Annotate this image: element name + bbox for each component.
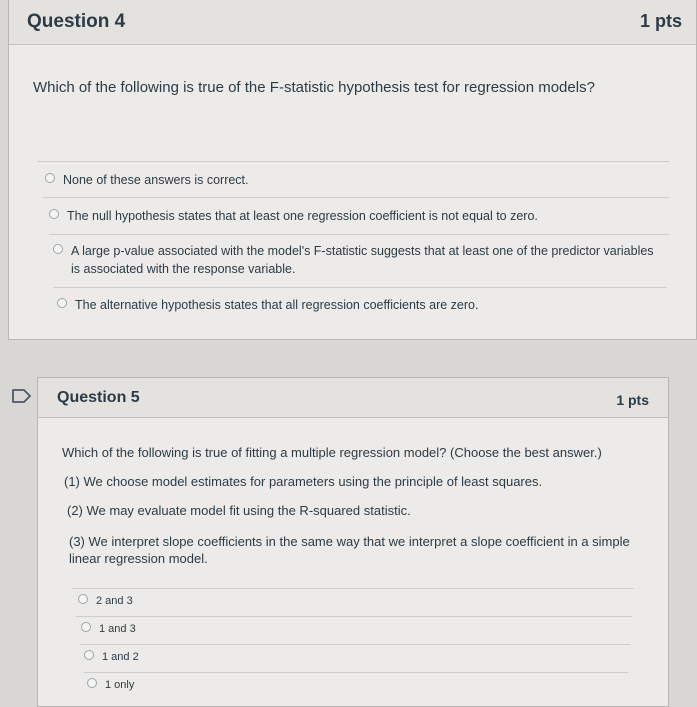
question-5-statement-3: (3) We interpret slope coefficients in the same way that we interpret a slope coefficient in a simple linear regression model. — [69, 534, 630, 566]
question-4-prompt: Which of the following is true of the F-statistic hypothesis test for regression models? — [33, 79, 595, 96]
answer-label: 2 and 3 — [96, 595, 133, 607]
divider — [76, 616, 632, 617]
question-5-answer-3[interactable] — [84, 648, 139, 666]
answer-label: 1 only — [105, 679, 135, 691]
flag-question-icon[interactable] — [11, 388, 33, 404]
answer-label: A large p-value associated with the model's F-statistic suggests that at least one of the predictor variables is associated with the response variable. — [71, 244, 654, 276]
question-5-title: Question 5 — [57, 389, 140, 406]
question-4-answer-3[interactable] — [53, 242, 663, 278]
question-4-answer-4[interactable] — [57, 296, 478, 314]
question-5-answer-1[interactable] — [78, 592, 133, 610]
question-5-card — [37, 377, 669, 707]
radio-button[interactable] — [81, 622, 91, 632]
divider — [53, 287, 667, 288]
question-5-statement-1: (1) We choose model estimates for parameters using the principle of least squares. — [64, 474, 543, 489]
question-5-answer-2[interactable] — [81, 620, 136, 638]
question-5-points: 1 pts — [616, 392, 649, 408]
radio-button[interactable] — [53, 244, 63, 254]
question-4-title: Question 4 — [27, 11, 126, 32]
question-5-answer-4[interactable] — [87, 676, 134, 694]
question-5-prompt: Which of the following is true of fitting a multiple regression model? (Choose the best answer.) — [62, 445, 602, 460]
answer-label: The null hypothesis states that at least one regression coefficient is not equal to zero. — [67, 209, 538, 223]
divider — [72, 588, 634, 589]
radio-button[interactable] — [84, 650, 94, 660]
question-4-points: 1 pts — [639, 11, 682, 31]
divider — [43, 197, 669, 198]
answer-label: None of these answers is correct. — [63, 173, 249, 187]
radio-button[interactable] — [49, 209, 59, 219]
question-5-header — [38, 378, 668, 418]
divider — [80, 644, 630, 645]
question-5-statement-2: (2) We may evaluate model fit using the R-squared statistic. — [67, 503, 411, 518]
radio-button[interactable] — [87, 678, 97, 688]
divider — [37, 161, 669, 162]
answer-label: 1 and 3 — [99, 623, 136, 635]
question-4-header — [9, 0, 696, 45]
radio-button[interactable] — [78, 594, 88, 604]
answer-label: The alternative hypothesis states that all regression coefficients are zero. — [75, 298, 479, 312]
divider — [84, 672, 628, 673]
question-4-answer-2[interactable] — [49, 207, 538, 225]
radio-button[interactable] — [57, 298, 67, 308]
radio-button[interactable] — [45, 173, 55, 183]
question-4-card — [8, 0, 697, 340]
divider — [49, 234, 669, 235]
answer-label: 1 and 2 — [102, 651, 139, 663]
question-4-answer-1[interactable] — [45, 171, 249, 189]
